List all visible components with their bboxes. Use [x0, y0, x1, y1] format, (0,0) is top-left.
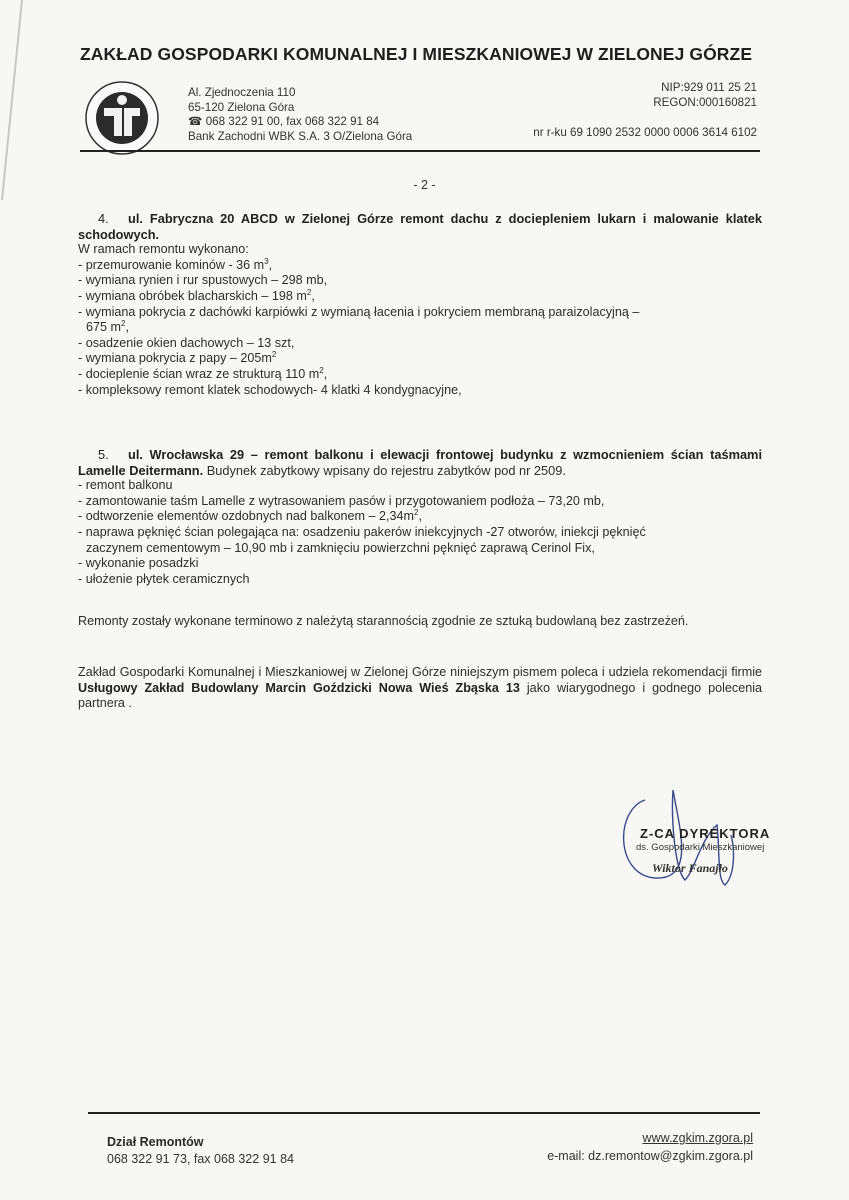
address-block: [188, 86, 412, 144]
list-item: - wymiana pokrycia z papy – $205m^2$: [78, 350, 277, 366]
list-item: - remont balkonu: [78, 478, 173, 493]
address-city: 65-120 Zielona Góra: [188, 100, 295, 114]
page-fold-edge: [0, 0, 30, 200]
list-item: - kompleksowy remont klatek schodowych- 4 klatki 4 kondygnacyjne,: [78, 382, 462, 397]
section-5: [78, 447, 762, 587]
list-item: - naprawa pęknięć ścian polegająca na: osadzeniu pakerów iniekcyjnych -27 otworów, iniekcji pęknięć: [78, 524, 646, 539]
org-logo: [78, 78, 170, 158]
section-5-heading: 5. ul. Wrocławska 29 – remont balkonu i elewacji frontowej budynku z wzmocnieniem ścian taśmami Lamelle Deitermann. Budynek zabytkowy wpisany do rejestru zabytków pod nr 2509.: [78, 447, 762, 478]
list-item: - wykonanie posadzki: [78, 556, 199, 571]
nip: NIP:929 011 25 21: [661, 81, 757, 94]
signatory-title: Z-CA DYREKTORA: [640, 826, 771, 841]
section-4-list: [78, 258, 762, 398]
list-item: - odtworzenie elementów ozdobnych nad balkonem – $2,34m^2$,: [78, 508, 422, 524]
list-item: - zamontowanie taśm Lamelle z wytrasowaniem pasów i przygotowaniem podłoża – 73,20 mb,: [78, 493, 605, 508]
phone-fax-numbers: 068 322 91 00, fax 068 322 91 84: [205, 115, 380, 129]
header-divider: [80, 150, 760, 152]
section-4-intro: W ramach remontu wykonano:: [78, 242, 249, 257]
list-item: - wymiana rynien i rur spustowych – 298 mb,: [78, 273, 328, 288]
bank-account: nr r-ku 69 1090 2532 0000 0006 3614 6102: [533, 126, 757, 139]
list-item: - ułożenie płytek ceramicznych: [78, 571, 250, 586]
phone-line: [188, 115, 412, 130]
recommended-company: Usługowy Zakład Budowlany Marcin Goździcki Nowa Wieś Zbąska 13: [78, 680, 520, 695]
section-4: [78, 211, 762, 398]
phone-icon: ☎: [188, 115, 203, 129]
org-name-heading: ZAKŁAD GOSPODARKI KOMUNALNEJ I MIESZKANIOWEJ W ZIELONEJ GÓRZE: [80, 44, 753, 64]
closing-paragraph-1: Remonty zostały wykonane terminowo z należytą starannością zgodnie ze sztuką budowlaną bez zastrzeżeń.: [78, 614, 689, 628]
list-item: - wymiana obróbek blacharskich – 198 $m^2$,: [78, 287, 315, 303]
bank-line: Bank Zachodni WBK S.A. 3 O/Zielona Góra: [188, 129, 413, 143]
list-item: 675 $m^2$,: [86, 318, 129, 335]
footer-phones: 068 322 91 73, fax 068 322 91 84: [107, 1152, 294, 1166]
tax-ids: [653, 80, 757, 110]
list-item: - docieplenie ścian wraz ze strukturą 110 $m^2$,: [78, 365, 328, 381]
page-number: - 2 -: [413, 178, 436, 192]
list-item: - przemurowanie kominów - 36 $m^3$,: [78, 256, 273, 272]
signatory-name: Wiktor Fanajło: [652, 861, 728, 875]
footer-website-link[interactable]: www.zgkim.zgora.pl: [642, 1131, 753, 1145]
section-5-number: 5.: [98, 447, 109, 462]
list-item: zaczynem cementowym – 10,90 mb i zamknięciu powierzchni pęknięć zaprawą Cerinol Fix,: [86, 540, 595, 555]
list-item: - wymiana pokrycia z dachówki karpiówki z wymianą łacenia i pokryciem membraną paraizolacyjną –: [78, 304, 640, 319]
footer-department: Dział Remontów: [107, 1135, 204, 1149]
signatory-department: ds. Gospodarki Mieszkaniowej: [636, 842, 765, 853]
section-5-list: [78, 478, 762, 587]
section-4-number: 4.: [98, 211, 109, 226]
section-5-heading-tail: Budynek zabytkowy wpisany do rejestru zabytków pod nr 2509.: [203, 462, 566, 478]
closing-paragraph-2: Zakład Gospodarki Komunalnej i Mieszkaniowej w Zielonej Górze niniejszym pismem poleca i udziela rekomendacji firmie Usługowy Zakład Budowlany Marcin Goździcki Nowa Wieś Zbąska 13 jako wiarygodnego i godnego polecenia partnera .: [78, 665, 763, 711]
regon: REGON:000160821: [653, 96, 757, 109]
footer-divider: [88, 1112, 760, 1114]
address-street: Al. Zjednoczenia 110: [188, 86, 296, 99]
section-4-heading: 4. ul. Fabryczna 20 ABCD w Zielonej Górze remont dachu z dociepleniem lukarn i malowanie klatek schodowych.: [78, 211, 762, 242]
list-item: - osadzenie okien dachowych – 13 szt,: [78, 335, 295, 350]
footer-email[interactable]: e-mail: dz.remontow@zgkim.zgora.pl: [547, 1149, 753, 1163]
